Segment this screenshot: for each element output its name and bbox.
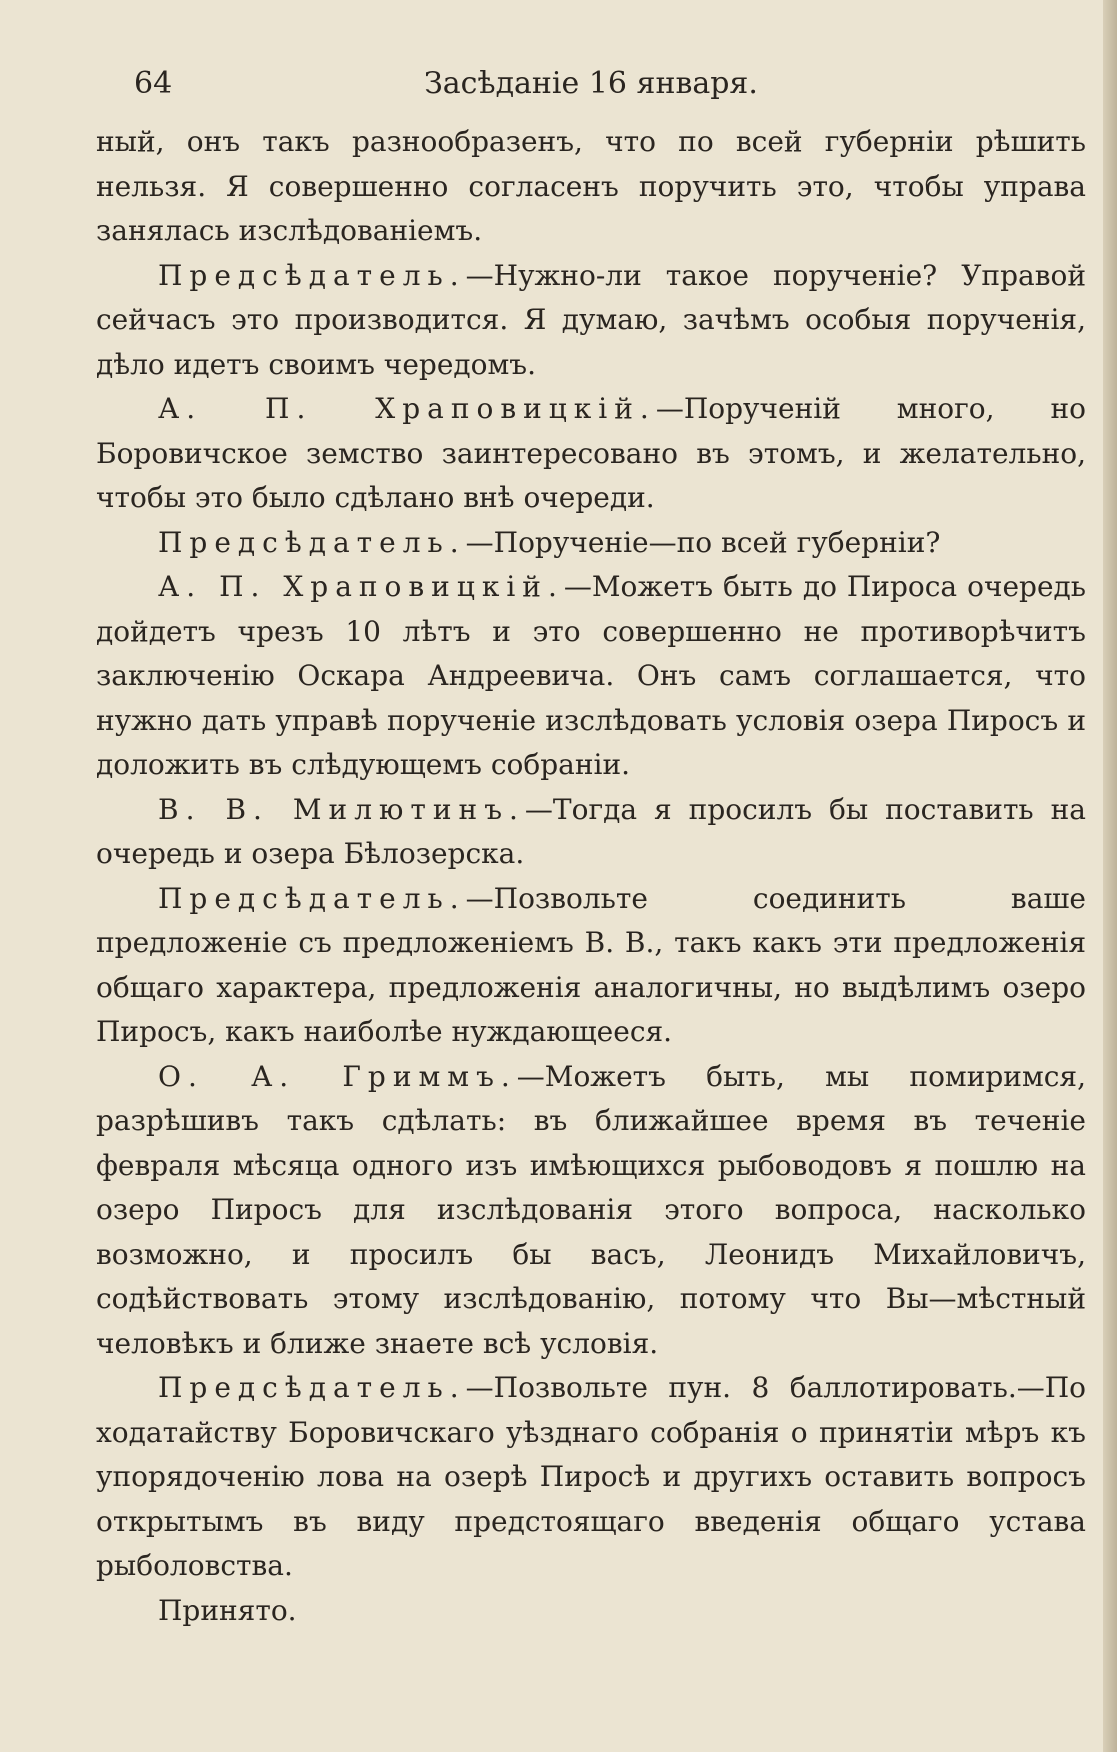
paragraph-text: —Нужно-ли такое порученіе? Управой сейчасъ это производится. Я думаю, зачѣмъ особыя порученія, дѣло идетъ своимъ чередомъ.	[96, 258, 1086, 381]
paragraph-text: —Позвольте соединить ваше предложеніе съ предложеніемъ В. В., такъ какъ эти предложенія общаго характера, предложенія аналогичны, но выдѣлимъ озеро Пиросъ, какъ наиболѣе нуждающееся.	[96, 881, 1086, 1048]
speaker-name: Предсѣдатель.	[158, 1371, 466, 1404]
running-head	[96, 66, 1086, 106]
paragraph-text: —Тогда я просилъ бы поставить на очередь и озера Бѣлозерска.	[96, 792, 1087, 870]
paragraph-text: Принято.	[158, 1593, 297, 1627]
speaker-name: А. П. Храповицкій.	[158, 570, 564, 603]
paragraph	[96, 877, 1086, 1055]
paragraph	[96, 387, 1086, 521]
page	[96, 66, 1086, 1633]
paragraph	[96, 521, 1086, 566]
paragraph-text: —Можетъ быть, мы помиримся, разрѣшивъ такъ сдѣлать: въ ближайшее время въ теченіе февраля мѣсяца одного изъ имѣющихся рыбоводовъ я пошлю на озеро Пиросъ для изслѣдованія этого вопроса, насколько возможно, и просилъ бы васъ, Леонидъ Михайловичъ, содѣйствовать этому изслѣдованію, потому что Вы—мѣстный человѣкъ и ближе знаете всѣ условія.	[96, 1059, 1086, 1360]
paragraph	[96, 254, 1086, 388]
running-title: Засѣданіе 16 января.	[424, 66, 758, 101]
paragraph-text: —Можетъ быть до Пироса очередь дойдетъ чрезъ 10 лѣтъ и это совершенно не противорѣчитъ заключенію Оскара Андреевича. Онъ самъ соглашается, что нужно дать управѣ порученіе изслѣдовать условія озера Пиросъ и доложить въ слѣдующемъ собраніи.	[96, 570, 1087, 781]
paragraph	[96, 1055, 1086, 1367]
paragraph-text: ный, онъ такъ разнообразенъ, что по всей губерніи рѣшить нельзя. Я совершенно согласенъ поручить это, чтобы управа занялась изслѣдованіемъ.	[96, 125, 1086, 247]
page-number: 64	[134, 66, 173, 101]
paragraph-text: —Позвольте пун. 8 баллотировать.—По ходатайству Боровичскаго уѣзднаго собранія о принятіи мѣръ къ упорядоченію лова на озерѣ Пиросѣ и другихъ оставить вопросъ открытымъ въ виду предстоящаго введенія общаго устава рыболовства.	[96, 1371, 1086, 1582]
paragraph	[96, 120, 1086, 254]
page-edge	[1103, 0, 1117, 1752]
speaker-name: В. В. Милютинъ.	[158, 792, 525, 826]
speaker-name: Предсѣдатель.	[158, 881, 466, 915]
body-text	[96, 120, 1086, 1633]
paragraph-text: —Порученій много, но Боровичское земство заинтересовано въ этомъ, и желательно, чтобы это было сдѣлано внѣ очереди.	[96, 392, 1086, 514]
paragraph	[96, 1366, 1086, 1589]
speaker-name: Предсѣдатель.	[158, 258, 466, 292]
paragraph	[96, 788, 1086, 877]
speaker-name: А. П. Храповицкій.	[158, 392, 656, 425]
speaker-name: Предсѣдатель.	[158, 525, 466, 559]
speaker-name: О. А. Гриммъ.	[158, 1059, 517, 1093]
paragraph-text: —Порученіе—по всей губерніи?	[465, 525, 941, 559]
paragraph	[96, 1589, 1086, 1634]
paragraph	[96, 565, 1086, 788]
